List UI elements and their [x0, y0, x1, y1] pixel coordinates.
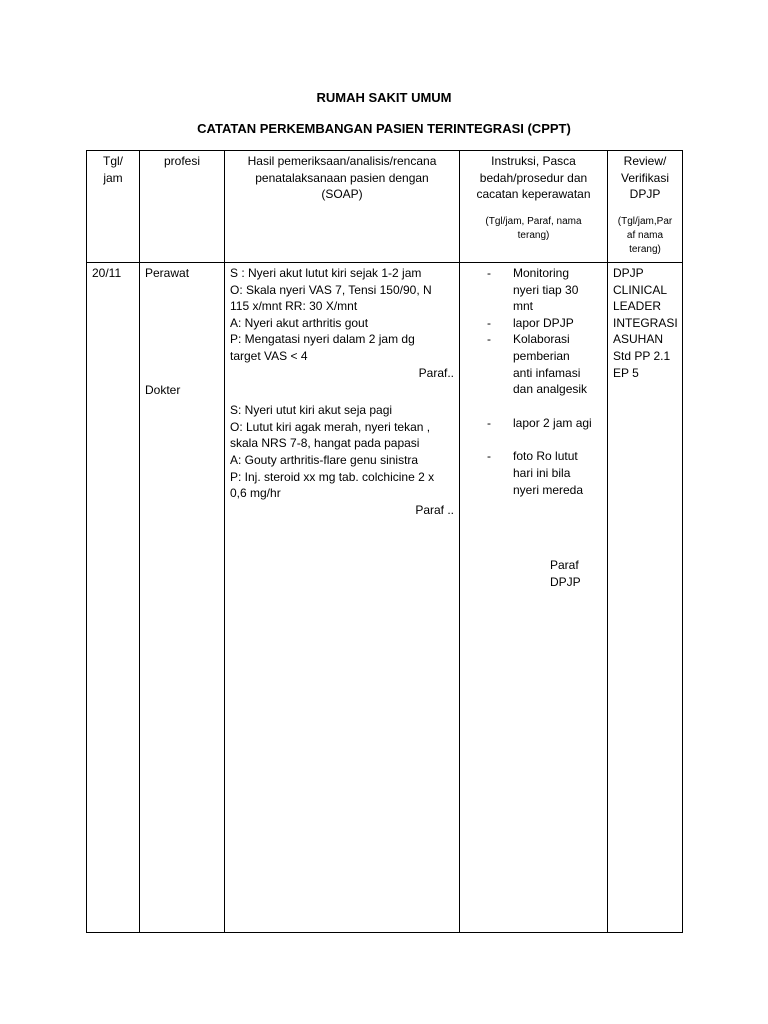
header-instruksi-line-3: cacatan keperawatan	[476, 187, 591, 202]
header-hasil-line-3: (SOAP)	[321, 187, 363, 202]
soap-perawat	[230, 265, 454, 381]
soap-perawat-o: O: Skala nyeri VAS 7, Tensi 150/90, N	[230, 282, 432, 297]
cell-profesi	[140, 263, 225, 933]
cell-review	[608, 263, 683, 933]
instruksi-text: mnt	[513, 299, 534, 314]
soap-perawat-a: A: Nyeri akut arthritis gout	[230, 315, 369, 330]
review-line-4: INTEGRASI	[613, 315, 678, 330]
header-review-line-2: Verifikasi	[620, 170, 670, 185]
review-line-6: Std PP 2.1	[613, 348, 671, 363]
instruksi-text: - foto Ro lutut	[513, 449, 578, 464]
soap-dokter-a: A: Gouty arthritis-flare genu sinistra	[230, 452, 419, 467]
review-line-5: ASUHAN	[613, 332, 664, 347]
soap-perawat-o-cont: 115 x/mnt RR: 30 X/mnt	[230, 299, 358, 314]
review-line-2: CLINICAL	[613, 282, 668, 297]
header-instruksi-note	[465, 215, 602, 243]
header-review-note-line-1: (Tgl/jam,Par	[617, 215, 673, 227]
profesi-dokter: Dokter	[145, 382, 181, 397]
instruksi-item-foto	[465, 448, 602, 498]
header-tgl-line: Tgl/	[102, 154, 123, 168]
entry-row	[87, 263, 683, 933]
review-line-3: LEADER	[613, 299, 662, 314]
header-review	[608, 151, 683, 263]
soap-perawat-s: S : Nyeri akut lutut kiri sejak 1-2 jam	[230, 266, 422, 280]
header-review-note-line-3: terang)	[629, 243, 661, 255]
header-review-note-line-2: af nama	[626, 229, 664, 241]
soap-dokter-p: P: Inj. steroid xx mg tab. colchicine 2 x	[230, 469, 435, 484]
soap-dokter-o-cont: skala NRS 7-8, hangat pada papasi	[230, 436, 420, 451]
header-instruksi	[460, 151, 608, 263]
cell-instruksi	[460, 263, 608, 933]
header-instruksi-line-1: Instruksi, Pasca	[491, 154, 576, 168]
header-review-line-1: Review/	[623, 154, 667, 168]
review-line-1: DPJP	[613, 266, 644, 280]
instruksi-item-lapor-2-jam	[465, 415, 602, 432]
instruksi-item-kolaborasi	[465, 331, 602, 397]
header-profesi	[140, 151, 225, 263]
cell-soap	[225, 263, 460, 933]
soap-perawat-p: P: Mengatasi nyeri dalam 2 jam dg	[230, 332, 415, 347]
document-title: CATATAN PERKEMBANGAN PASIEN TERINTEGRASI (CPPT)	[197, 121, 571, 136]
header-hasil-line-2: penatalaksanaan pasien dengan	[255, 170, 429, 185]
soap-perawat-p-cont: target VAS < 4	[230, 348, 308, 363]
instruksi-text: dan analgesik	[513, 382, 588, 397]
instruksi-text: anti infamasi	[513, 365, 581, 380]
cell-tgl	[87, 263, 140, 933]
profesi-perawat: Perawat	[145, 266, 190, 280]
header-instruksi-line-2: bedah/prosedur dan	[479, 170, 588, 185]
review-line-7: EP 5	[613, 365, 639, 380]
instruksi-text: nyeri mereda	[513, 482, 584, 497]
soap-dokter-s: S: Nyeri utut kiri akut seja pagi	[230, 403, 393, 418]
paraf-dokter: Paraf ..	[415, 502, 454, 517]
instruksi-text: nyeri tiap 30	[513, 282, 579, 297]
header-instruksi-note-line-1: (Tgl/jam, Paraf, nama	[485, 215, 582, 227]
header-hasil-line-1: Hasil pemeriksaan/analisis/rencana	[247, 154, 437, 168]
soap-dokter-o: O: Lutut kiri agak merah, nyeri tekan ,	[230, 419, 431, 434]
cppt-table	[86, 150, 683, 933]
paraf-dpjp-line-1: Paraf	[550, 558, 579, 573]
header-review-line-3: DPJP	[629, 187, 661, 202]
instruksi-text: - Monitoring	[513, 266, 570, 280]
soap-dokter-p-cont: 0,6 mg/hr	[230, 486, 281, 501]
header-profesi-label: profesi	[163, 154, 201, 168]
instruksi-list	[465, 265, 602, 498]
header-row	[87, 151, 683, 263]
instruksi-item-monitoring	[465, 265, 602, 315]
soap-dokter	[230, 402, 454, 518]
header-tgl-jam	[87, 151, 140, 263]
paraf-dpjp	[550, 557, 602, 590]
paraf-dpjp-line-2: DPJP	[550, 574, 581, 589]
header-jam-line: jam	[103, 170, 123, 185]
instruksi-item-lapor-dpjp	[465, 315, 602, 332]
header-hasil	[225, 151, 460, 263]
instruksi-text: pemberian	[513, 348, 570, 363]
instruksi-text: hari ini bila	[513, 465, 571, 480]
header-instruksi-note-line-2: terang)	[517, 229, 550, 241]
instruksi-text: - lapor DPJP	[513, 315, 574, 330]
instruksi-text: - lapor 2 jam agi	[513, 415, 592, 430]
hospital-title: RUMAH SAKIT UMUM	[316, 90, 452, 105]
header-review-note	[613, 215, 677, 257]
entry-date: 20/11	[92, 266, 122, 280]
paraf-perawat: Paraf..	[418, 365, 454, 380]
instruksi-text: - Kolaborasi	[513, 332, 570, 347]
